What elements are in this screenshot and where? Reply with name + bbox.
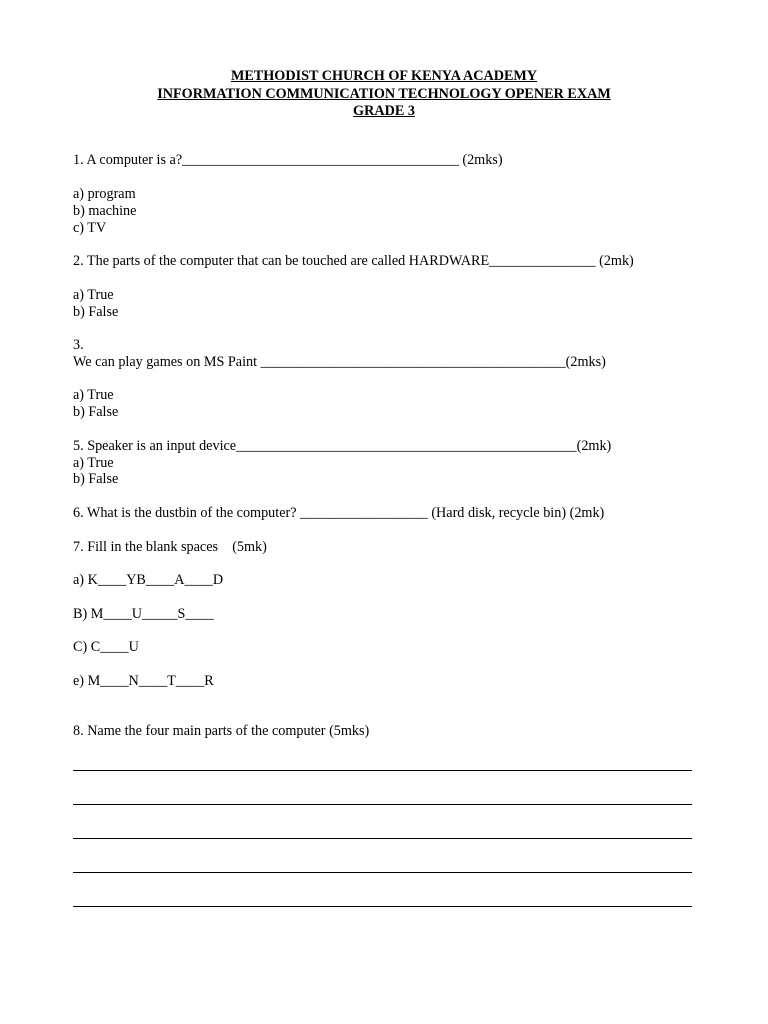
q2-option-a: a) True [73, 287, 114, 303]
question-5: 5. Speaker is an input device________________________________________________(2mk) [73, 438, 612, 454]
q2-option-b: b) False [73, 304, 119, 320]
answer-line [73, 872, 692, 873]
answer-line [73, 838, 692, 839]
question-7: 7. Fill in the blank spaces (5mk) [73, 539, 267, 555]
answer-line [73, 906, 692, 907]
exam-title: INFORMATION COMMUNICATION TECHNOLOGY OPENER EXAM [157, 86, 611, 102]
q5-option-a: a) True [73, 455, 114, 471]
q3-option-a: a) True [73, 387, 114, 403]
q7-item-c: C) C____U [73, 639, 139, 655]
question-3: We can play games on MS Paint ___________________________________________(2mks) [73, 354, 606, 370]
grade-label: GRADE 3 [353, 103, 415, 119]
q1-option-c: c) TV [73, 220, 107, 236]
question-3-number: 3. [73, 337, 84, 353]
q1-option-a: a) program [73, 186, 136, 202]
question-2: 2. The parts of the computer that can be touched are called HARDWARE_______________ (2mk) [73, 253, 634, 269]
question-6: 6. What is the dustbin of the computer? __________________ (Hard disk, recycle bin) (2mk) [73, 505, 605, 521]
q3-option-b: b) False [73, 404, 119, 420]
answer-line [73, 804, 692, 805]
q7-item-e: e) M____N____T____R [73, 673, 214, 689]
q5-option-b: b) False [73, 471, 119, 487]
answer-line [73, 770, 692, 771]
q7-item-a: a) K____YB____A____D [73, 572, 224, 588]
question-1: 1. A computer is a?_______________________________________ (2mks) [73, 152, 503, 168]
school-name: METHODIST CHURCH OF KENYA ACADEMY [230, 68, 538, 84]
q1-option-b: b) machine [73, 203, 137, 219]
question-8: 8. Name the four main parts of the computer (5mks) [73, 723, 370, 739]
q7-item-b: B) M____U_____S____ [73, 606, 214, 622]
